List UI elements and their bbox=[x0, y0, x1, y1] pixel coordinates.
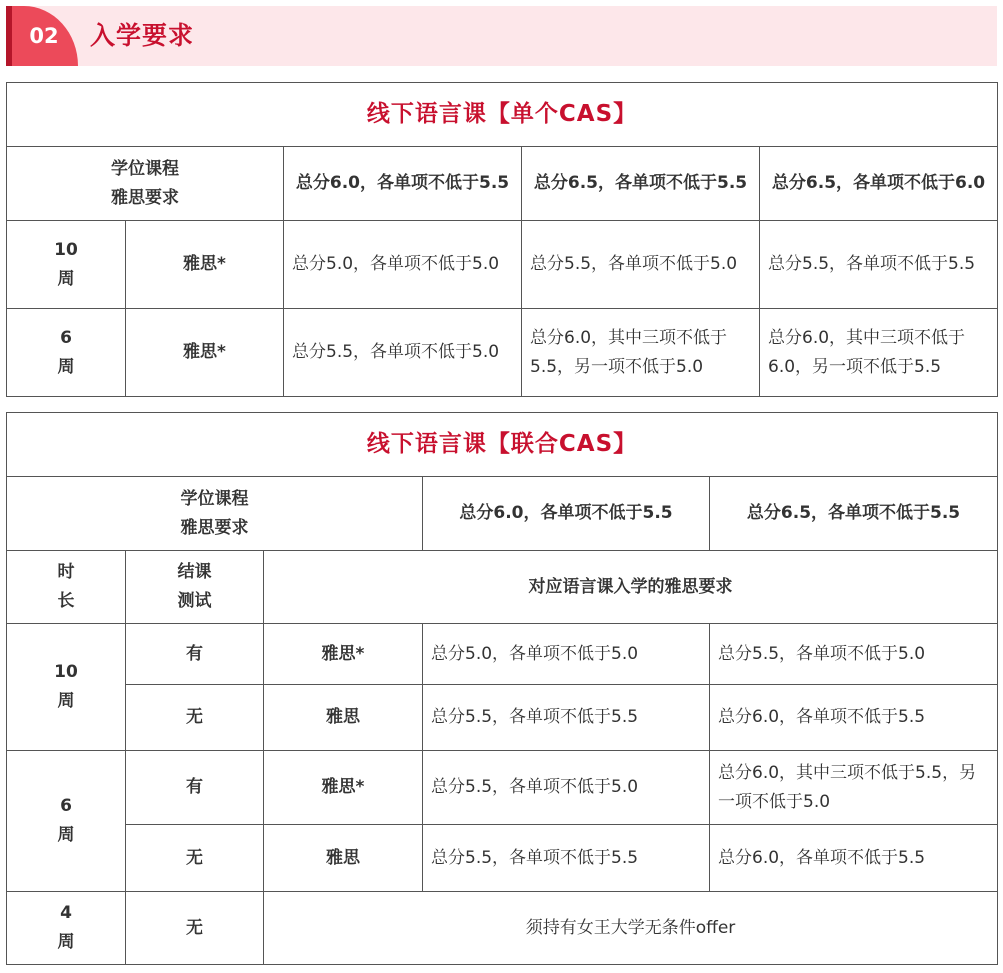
degree-req-header: 总分6.5，各单项不低于5.5 bbox=[710, 477, 998, 551]
requirement-cell: 总分5.5，各单项不低于5.0 bbox=[423, 751, 710, 825]
requirement-cell: 总分5.5，各单项不低于5.0 bbox=[284, 309, 522, 397]
table-row bbox=[7, 221, 998, 309]
joint-cas-caption: 线下语言课【联合CAS】 bbox=[7, 413, 998, 477]
duration-cell: 10 周 bbox=[7, 221, 126, 309]
table-row bbox=[7, 751, 998, 825]
duration-cell: 10 周 bbox=[7, 624, 126, 751]
test-type-cell: 雅思* bbox=[264, 751, 423, 825]
exit-test-cell: 无 bbox=[126, 685, 264, 751]
requirement-cell: 总分5.0，各单项不低于5.0 bbox=[284, 221, 522, 309]
requirement-cell: 总分5.5，各单项不低于5.5 bbox=[423, 825, 710, 892]
exit-test-header: 结课 测试 bbox=[126, 551, 264, 624]
table-row bbox=[7, 624, 998, 685]
corner-header: 学位课程 雅思要求 bbox=[7, 477, 423, 551]
requirement-cell: 总分5.5，各单项不低于5.0 bbox=[710, 624, 998, 685]
requirement-cell: 总分6.0，其中三项不低于6.0，另一项不低于5.5 bbox=[760, 309, 998, 397]
table-row bbox=[7, 685, 998, 751]
ielts-requirement-header: 对应语言课入学的雅思要求 bbox=[264, 551, 998, 624]
test-type-cell: 雅思* bbox=[126, 309, 284, 397]
test-type-cell: 雅思* bbox=[264, 624, 423, 685]
single-cas-table bbox=[6, 82, 998, 397]
test-type-cell: 雅思 bbox=[264, 825, 423, 892]
degree-req-header: 总分6.0，各单项不低于5.5 bbox=[284, 147, 522, 221]
requirement-cell: 总分6.0，各单项不低于5.5 bbox=[710, 685, 998, 751]
exit-test-cell: 有 bbox=[126, 751, 264, 825]
test-type-cell: 雅思 bbox=[264, 685, 423, 751]
duration-cell: 4 周 bbox=[7, 892, 126, 965]
table-row bbox=[7, 309, 998, 397]
badge-accent-bar bbox=[6, 6, 12, 66]
duration-cell: 6 周 bbox=[7, 751, 126, 892]
corner-header: 学位课程 雅思要求 bbox=[7, 147, 284, 221]
degree-req-header: 总分6.0，各单项不低于5.5 bbox=[423, 477, 710, 551]
requirement-cell: 总分5.5，各单项不低于5.0 bbox=[522, 221, 760, 309]
single-cas-caption: 线下语言课【单个CAS】 bbox=[7, 83, 998, 147]
degree-req-header: 总分6.5，各单项不低于6.0 bbox=[760, 147, 998, 221]
table-row bbox=[7, 892, 998, 965]
requirement-cell: 总分5.0，各单项不低于5.0 bbox=[423, 624, 710, 685]
exit-test-cell: 无 bbox=[126, 825, 264, 892]
test-type-cell: 雅思* bbox=[126, 221, 284, 309]
section-number: 02 bbox=[29, 24, 59, 48]
requirement-cell: 总分6.0，各单项不低于5.5 bbox=[710, 825, 998, 892]
joint-cas-table bbox=[6, 412, 998, 965]
requirement-cell: 总分5.5，各单项不低于5.5 bbox=[760, 221, 998, 309]
section-header bbox=[6, 6, 997, 66]
degree-req-header: 总分6.5，各单项不低于5.5 bbox=[522, 147, 760, 221]
duration-cell: 6 周 bbox=[7, 309, 126, 397]
requirement-cell: 总分5.5，各单项不低于5.5 bbox=[423, 685, 710, 751]
requirement-cell: 总分6.0，其中三项不低于5.5，另一项不低于5.0 bbox=[710, 751, 998, 825]
exit-test-cell: 有 bbox=[126, 624, 264, 685]
exit-test-cell: 无 bbox=[126, 892, 264, 965]
duration-header: 时 长 bbox=[7, 551, 126, 624]
offer-note-cell: 须持有女王大学无条件offer bbox=[264, 892, 998, 965]
requirement-cell: 总分6.0，其中三项不低于5.5，另一项不低于5.0 bbox=[522, 309, 760, 397]
section-title: 入学要求 bbox=[90, 21, 195, 50]
table-row bbox=[7, 825, 998, 892]
